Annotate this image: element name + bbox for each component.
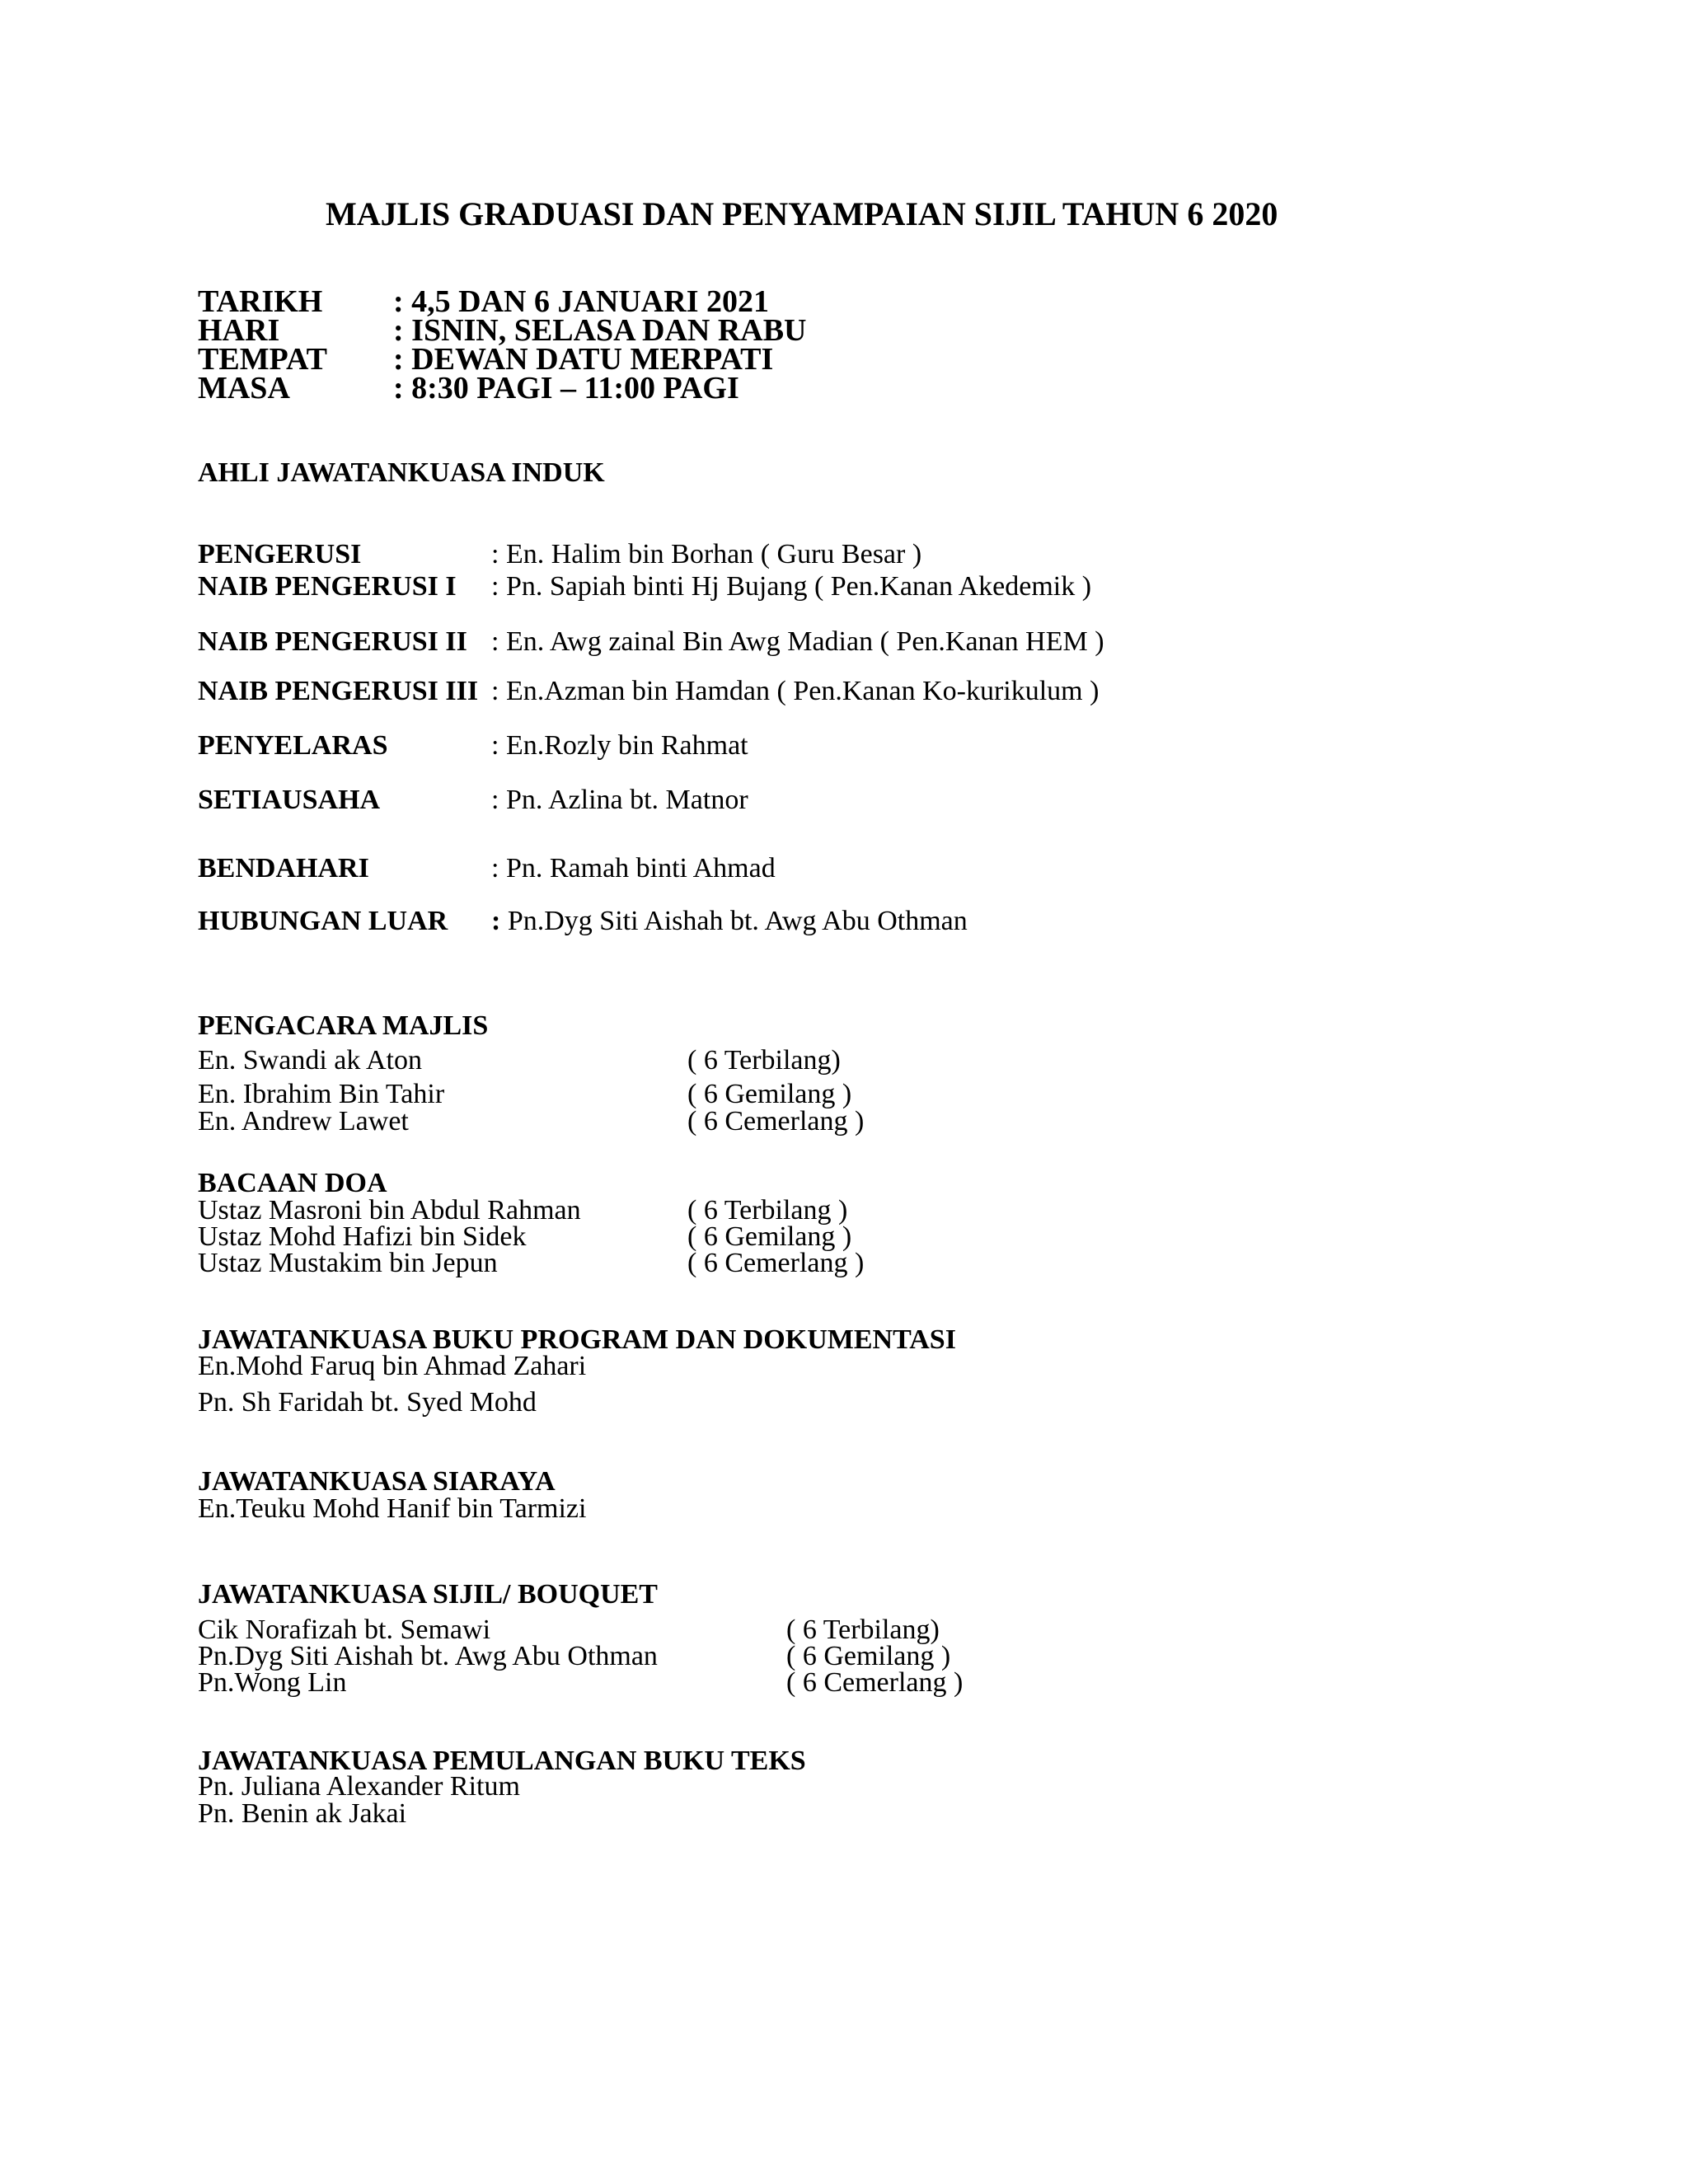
event-venue-value: : DEWAN DATU MERPATI <box>393 342 774 377</box>
induk-heading: AHLI JAWATANKUASA INDUK <box>198 457 605 488</box>
event-day-label: HARI <box>198 313 280 348</box>
doa-heading: BACAAN DOA <box>198 1168 387 1198</box>
siaraya-member-1: En.Teuku Mohd Hanif bin Tarmizi <box>198 1493 587 1524</box>
event-venue-label: TEMPAT <box>198 342 327 377</box>
induk-label-hubungan-luar: HUBUNGAN LUAR <box>198 906 448 936</box>
pengacara-name-2: En. Ibrahim Bin Tahir <box>198 1079 445 1109</box>
event-time-value: : 8:30 PAGI – 11:00 PAGI <box>393 371 739 405</box>
pengacara-class-2: ( 6 Gemilang ) <box>687 1079 852 1109</box>
sijil-name-1: Cik Norafizah bt. Semawi <box>198 1615 491 1645</box>
induk-value-bendahari: : Pn. Ramah binti Ahmad <box>491 853 776 883</box>
pengacara-class-3: ( 6 Cemerlang ) <box>687 1106 865 1137</box>
induk-value-hubungan-luar <box>491 907 968 935</box>
sijil-class-1: ( 6 Terbilang) <box>786 1615 940 1645</box>
induk-hubungan-luar-name: Pn.Dyg Siti Aishah bt. Awg Abu Othman <box>500 906 968 936</box>
induk-value-naib-2: : En. Awg zainal Bin Awg Madian ( Pen.Kanan HEM ) <box>491 626 1104 657</box>
event-day-value: : ISNIN, SELASA DAN RABU <box>393 313 807 348</box>
doa-name-2: Ustaz Mohd Hafizi bin Sidek <box>198 1221 527 1252</box>
doa-class-2: ( 6 Gemilang ) <box>687 1221 852 1252</box>
doa-class-3: ( 6 Cemerlang ) <box>687 1248 865 1278</box>
sijil-class-3: ( 6 Cemerlang ) <box>786 1667 964 1698</box>
induk-value-naib-1: : Pn. Sapiah binti Hj Bujang ( Pen.Kanan Akedemik ) <box>491 571 1092 602</box>
buku-program-member-1: En.Mohd Faruq bin Ahmad Zahari <box>198 1351 587 1381</box>
induk-value-setiausaha: : Pn. Azlina bt. Matnor <box>491 785 748 815</box>
sijil-heading: JAWATANKUASA SIJIL/ BOUQUET <box>198 1579 658 1610</box>
sijil-class-2: ( 6 Gemilang ) <box>786 1641 951 1671</box>
page-title: MAJLIS GRADUASI DAN PENYAMPAIAN SIJIL TAHUN 6 2020 <box>326 195 1278 232</box>
sijil-name-3: Pn.Wong Lin <box>198 1667 347 1698</box>
pengacara-name-3: En. Andrew Lawet <box>198 1106 409 1137</box>
induk-label-naib-3: NAIB PENGERUSI III <box>198 676 479 706</box>
doa-name-1: Ustaz Masroni bin Abdul Rahman <box>198 1195 581 1226</box>
pengacara-heading: PENGACARA MAJLIS <box>198 1010 489 1041</box>
doa-name-3: Ustaz Mustakim bin Jepun <box>198 1248 498 1278</box>
sijil-name-2: Pn.Dyg Siti Aishah bt. Awg Abu Othman <box>198 1641 658 1671</box>
pengacara-class-1: ( 6 Terbilang) <box>687 1045 841 1076</box>
induk-label-naib-1: NAIB PENGERUSI I <box>198 571 457 602</box>
event-date-label: TARIKH <box>198 284 323 319</box>
induk-label-pengerusi: PENGERUSI <box>198 539 362 569</box>
induk-value-pengerusi: : En. Halim bin Borhan ( Guru Besar ) <box>491 539 922 569</box>
buku-teks-heading: JAWATANKUASA PEMULANGAN BUKU TEKS <box>198 1746 806 1776</box>
event-date-value: : 4,5 DAN 6 JANUARI 2021 <box>393 284 769 319</box>
buku-program-heading: JAWATANKUASA BUKU PROGRAM DAN DOKUMENTASI <box>198 1324 956 1355</box>
buku-teks-member-2: Pn. Benin ak Jakai <box>198 1798 407 1829</box>
induk-value-naib-3: : En.Azman bin Hamdan ( Pen.Kanan Ko-kurikulum ) <box>491 676 1100 706</box>
siaraya-heading: JAWATANKUASA SIARAYA <box>198 1466 556 1497</box>
pengacara-name-1: En. Swandi ak Aton <box>198 1045 422 1076</box>
buku-teks-member-1: Pn. Juliana Alexander Ritum <box>198 1771 520 1802</box>
induk-label-bendahari: BENDAHARI <box>198 853 369 883</box>
buku-program-member-2: Pn. Sh Faridah bt. Syed Mohd <box>198 1387 537 1418</box>
induk-label-naib-2: NAIB PENGERUSI II <box>198 626 467 657</box>
induk-value-penyelaras: : En.Rozly bin Rahmat <box>491 730 748 761</box>
induk-label-penyelaras: PENYELARAS <box>198 730 388 761</box>
induk-hubungan-luar-colon: : <box>491 906 501 936</box>
doa-class-1: ( 6 Terbilang ) <box>687 1195 848 1226</box>
event-time-label: MASA <box>198 371 290 405</box>
induk-label-setiausaha: SETIAUSAHA <box>198 785 381 815</box>
